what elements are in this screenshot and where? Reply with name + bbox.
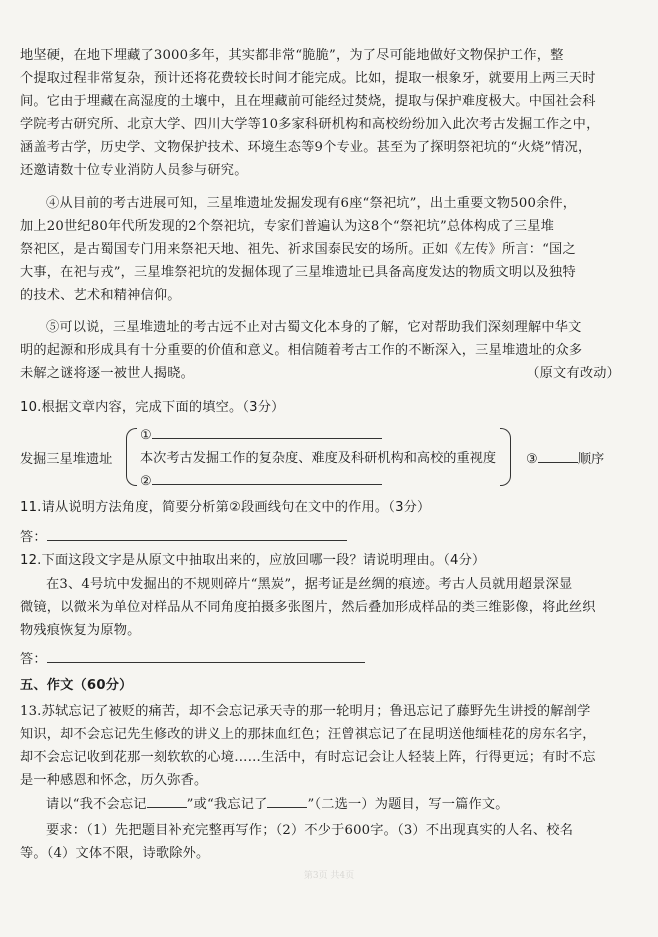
passage-line: 地坚硬，在地下埋藏了3000多年，其实都非常“脆脆”，为了尽可能地做好文物保护工作，整 bbox=[20, 48, 564, 63]
passage-line: 加上20世纪80年代所发现的2个祭祀坑，专家们普遍认为这8个“祭祀坑”总体构成了三星堆 bbox=[20, 219, 554, 234]
essay-requirements-line-2: 等。（4）文体不限，诗歌除外。 bbox=[20, 846, 210, 861]
essay-requirements-line-1: 要求：（1）先把题目补充完整再写作；（2）不少于600字。（3）不出现真实的人名、校名 bbox=[46, 823, 574, 838]
instruction-part: ”（二选一）为题目，写一篇作文。 bbox=[307, 797, 509, 812]
answer-label: 答： bbox=[20, 530, 47, 545]
passage-line: ④从目前的考古进展可知，三星堆遗址发掘发现有6座“祭祀坑”，出土重要文物500余件， bbox=[46, 196, 577, 211]
question-13-line: 13.苏轼忘记了被贬的痛苦，却不会忘记承天寺的那一轮明月；鲁迅忘记了藤野先生讲授的解剖学 bbox=[20, 704, 591, 719]
question-13-line: 是一种感恩和怀念，历久弥香。 bbox=[20, 773, 208, 788]
passage-line: ⑤可以说，三星堆遗址的考古远不止对古蜀文化本身的了解，它对帮助我们深刻理解中华文 bbox=[46, 320, 582, 335]
fill-in-line[interactable] bbox=[152, 470, 382, 485]
passage-line: 还邀请数十位专业消防人员参与研究。 bbox=[20, 163, 248, 178]
diagram-right-blank[interactable] bbox=[526, 448, 604, 467]
instruction-part: ”或“我忘记了 bbox=[186, 797, 268, 812]
passage-paragraph-1 bbox=[20, 44, 636, 182]
left-brace-icon bbox=[126, 428, 137, 486]
instruction-part: 请以“我不会忘记 bbox=[46, 797, 147, 812]
answer-line[interactable] bbox=[47, 526, 347, 541]
question-13-text bbox=[20, 700, 636, 792]
question-11-prompt: 11.请从说明方法角度，简要分析第②段画线句在文中的作用。（3分） bbox=[20, 500, 431, 515]
excerpt-line: 在3、4号坑中发掘出的不规则碎片“黑炭”，据考证是丝绸的痕迹。考古人员就用超景深显 bbox=[46, 577, 573, 592]
excerpt-line: 物残痕恢复为原物。 bbox=[20, 623, 141, 638]
passage-line: 未解之谜将逐一被世人揭晓。 bbox=[20, 366, 195, 381]
section-5-heading: 五、作文（60分） bbox=[20, 678, 133, 693]
blank-number: ② bbox=[140, 474, 152, 489]
right-brace-icon bbox=[500, 428, 511, 486]
passage-line: 涵盖考古学，历史学、文物保护技术、环境生态等9个专业。甚至为了探明祭祀坑的“火烧”情况， bbox=[20, 140, 592, 155]
question-10-prompt: 10.根据文章内容，完成下面的填空。（3分） bbox=[20, 400, 285, 415]
question-12-answer[interactable] bbox=[20, 648, 636, 671]
source-note: （原文有改动） bbox=[526, 366, 620, 381]
question-13-line: 知识，却不会忘记先生修改的讲义上的那抹血红色；汪曾祺忘记了在昆明送他缅桂花的房东名字， bbox=[20, 727, 596, 742]
fill-in-line[interactable] bbox=[152, 424, 382, 439]
passage-line: 明的起源和形成具有十分重要的价值和意义。相信随着考古工作的不断深入，三星堆遗址的众多 bbox=[20, 343, 583, 358]
question-11-answer[interactable] bbox=[20, 526, 636, 549]
answer-label: 答： bbox=[20, 652, 47, 667]
diagram-blank-2[interactable] bbox=[140, 470, 382, 489]
passage-line: 学院考古研究所、北京大学、四川大学等10多家科研机构和高校纷纷加入此次考古发掘工作之中， bbox=[20, 117, 600, 132]
title-blank-2[interactable] bbox=[267, 793, 307, 808]
question-13-line: 却不会忘记收到花那一刻软软的心境……生活中，有时忘记会让人轻装上阵，行得更远；有时不忘 bbox=[20, 750, 596, 765]
blank-number: ① bbox=[140, 428, 152, 443]
excerpt-line: 微镜，以微米为单位对样品从不同角度拍摄多张图片，然后叠加形成样品的类三维影像，将此丝织 bbox=[20, 600, 596, 615]
passage-line: 个提取过程非常复杂，预计还将花费较长时间才能完成。比如，提取一根象牙，就要用上两三天时 bbox=[20, 71, 596, 86]
blank-number: ③ bbox=[526, 452, 538, 467]
passage-paragraph-4 bbox=[20, 192, 636, 307]
question-12-prompt: 12.下面这段文字是从原文中抽取出来的，应放回哪一段？请说明理由。（4分） bbox=[20, 553, 486, 568]
essay-instruction bbox=[46, 793, 636, 816]
passage-line: 的技术、艺术和精神信仰。 bbox=[20, 288, 181, 303]
question-10-diagram bbox=[20, 424, 636, 490]
passage-line: 祭祀区，是古蜀国专门用来祭祀天地、祖先、祈求国泰民安的场所。正如《左传》所言：“国之 bbox=[20, 242, 576, 257]
fill-in-line[interactable] bbox=[538, 448, 578, 463]
diagram-item-2: 本次考古发掘工作的复杂度、难度及科研机构和高校的重视度 bbox=[140, 451, 497, 466]
question-12-excerpt bbox=[20, 573, 636, 642]
diagram-left-label: 发掘三星堆遗址 bbox=[20, 452, 113, 467]
title-blank-1[interactable] bbox=[147, 793, 187, 808]
diagram-blank-1[interactable] bbox=[140, 424, 382, 443]
passage-line: 间。它由于埋藏在高湿度的土壤中，且在埋藏前可能经过焚烧，提取与保护难度极大。中国社会科 bbox=[20, 94, 596, 109]
passage-line: 大事，在祀与戎”，三星堆祭祀坑的发掘体现了三星堆遗址已具备高度发达的物质文明以及独特 bbox=[20, 265, 576, 280]
diagram-right-suffix: 顺序 bbox=[577, 452, 605, 467]
page-footer: 第3页 共4页 bbox=[303, 871, 355, 881]
answer-line[interactable] bbox=[47, 648, 365, 663]
